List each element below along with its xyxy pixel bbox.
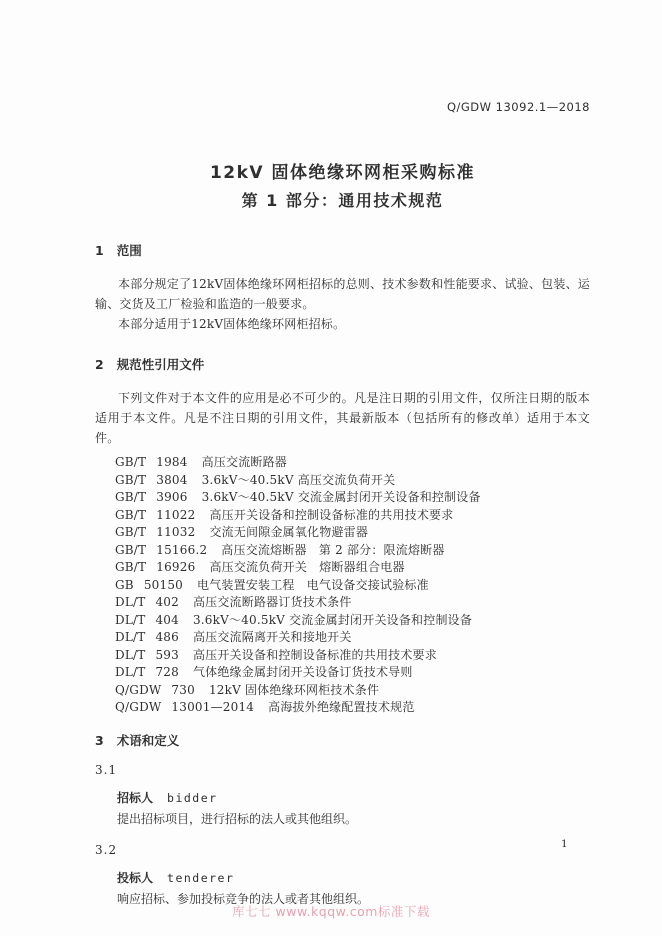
reference-title: 高压交流断路器订货技术条件 [192, 595, 352, 609]
reference-row [115, 489, 590, 507]
reference-row [115, 647, 590, 665]
term-number: 3.2 [95, 842, 118, 857]
reference-title: 3.6kV～40.5kV 交流金属封闭开关设备和控制设备 [201, 490, 481, 504]
reference-org: Q/GDW [115, 682, 162, 697]
reference-title: 高压交流断路器 [201, 455, 288, 469]
reference-row [115, 559, 590, 577]
reference-org: GB/T [115, 472, 147, 487]
reference-row [115, 507, 590, 525]
term-definition: 响应招标、参加投标竞争的法人或者其他组织。 [117, 891, 370, 906]
reference-title: 高压开关设备和控制设备标准的共用技术要求 [192, 647, 437, 662]
reference-row [115, 664, 590, 682]
section-title: 规范性引用文件 [116, 357, 205, 372]
reference-row [115, 524, 590, 542]
term-number: 3.1 [95, 762, 118, 777]
reference-org: DL/T [115, 595, 146, 609]
section-title: 范围 [116, 243, 142, 258]
term-name-zh: 招标人 [117, 790, 154, 805]
reference-title: 高压交流负荷开关 熔断器组合电器 [209, 560, 405, 574]
reference-list [95, 454, 590, 717]
reference-org: GB/T [115, 490, 147, 504]
reference-title: 3.6kV～40.5kV 高压交流负荷开关 [201, 472, 396, 487]
section-title: 术语和定义 [116, 732, 180, 748]
reference-org: DL/T [115, 647, 146, 662]
reference-row [115, 612, 590, 630]
term-name-zh: 投标人 [117, 870, 154, 885]
reference-number: 402 [155, 595, 179, 609]
reference-title: 高压交流熔断器 第 2 部分：限流熔断器 [221, 542, 445, 557]
page-number: 1 [561, 838, 568, 850]
reference-org: DL/T [115, 630, 146, 644]
reference-title: 3.6kV～40.5kV 交流金属封闭开关设备和控制设备 [192, 612, 473, 627]
reference-number: 593 [155, 647, 179, 662]
reference-number: 730 [171, 682, 195, 697]
reference-number: 16926 [156, 560, 196, 574]
reference-row [115, 594, 590, 612]
reference-org: GB [115, 577, 134, 592]
document-subtitle: 第 1 部分：通用技术规范 [241, 191, 444, 210]
reference-title: 气体绝缘金属封闭开关设备订货技术导则 [192, 665, 413, 679]
reference-row [115, 577, 590, 595]
reference-org: GB/T [115, 507, 147, 522]
reference-org: GB/T [115, 542, 147, 557]
reference-number: 486 [155, 630, 179, 644]
section-number: 2 [95, 357, 104, 372]
document-title: 12kV 固体绝缘环网柜采购标准 [209, 163, 476, 183]
term-name-en: bidder [167, 790, 218, 805]
reference-number: 404 [155, 612, 179, 627]
reference-org: DL/T [115, 612, 146, 627]
term-line [95, 790, 590, 805]
section-heading-terms [95, 734, 590, 748]
reference-number: 11022 [156, 507, 196, 522]
section-heading-scope [95, 244, 590, 258]
reference-row [115, 629, 590, 647]
reference-number: 11032 [156, 525, 196, 539]
reference-title: 高压交流隔离开关和接地开关 [192, 630, 352, 644]
section-number: 1 [95, 243, 104, 258]
reference-row [115, 682, 590, 700]
reference-number: 3906 [156, 490, 188, 504]
term-definition: 提出招标项目，进行招标的法人或其他组织。 [117, 811, 358, 826]
reference-number: 13001—2014 [171, 700, 255, 714]
reference-number: 1984 [156, 455, 188, 469]
references-intro: 下列文件对于本文件的应用是必不可少的。凡是注日期的引用文件，仅所注日期的版本适用于本文件。凡是不注日期的引用文件，其最新版本（包括所有的修改单）适用于本文件。 [95, 391, 590, 445]
term-name-en: tenderer [167, 870, 235, 885]
reference-title: 交流无间隙金属氧化物避雷器 [209, 525, 369, 539]
reference-org: GB/T [115, 455, 147, 469]
reference-org: DL/T [115, 665, 146, 679]
reference-row [115, 542, 590, 560]
reference-row [115, 472, 590, 490]
reference-org: GB/T [115, 525, 147, 539]
section-heading-references [95, 358, 590, 372]
scope-paragraph-2: 本部分适用于12kV固体绝缘环网柜招标。 [118, 317, 346, 331]
reference-number: 15166.2 [156, 542, 208, 557]
reference-org: Q/GDW [115, 700, 162, 714]
reference-title: 高压开关设备和控制设备标准的共用技术要求 [209, 507, 454, 522]
reference-org: GB/T [115, 560, 147, 574]
reference-title: 12kV 固体绝缘环网柜技术条件 [208, 682, 380, 697]
standard-code-header: Q/GDW 13092.1—2018 [446, 100, 590, 114]
reference-title: 高海拔外绝缘配置技术规范 [268, 700, 415, 714]
reference-row [115, 699, 590, 717]
reference-row [115, 454, 590, 472]
footer-watermark: 库七七 www.kqqw.com标准下载 [232, 904, 430, 919]
term-block [95, 763, 590, 828]
reference-number: 3804 [156, 472, 188, 487]
term-line [95, 870, 590, 885]
section-number: 3 [95, 732, 104, 748]
terms-list [95, 763, 590, 908]
reference-number: 728 [155, 665, 179, 679]
scope-paragraph-1: 本部分规定了12kV固体绝缘环网柜招标的总则、技术参数和性能要求、试验、包装、运输、交货及工厂检验和监造的一般要求。 [95, 277, 590, 311]
term-block [95, 843, 590, 908]
reference-title: 电气装置安装工程 电气设备交接试验标准 [197, 577, 429, 592]
reference-number: 50150 [143, 577, 183, 592]
